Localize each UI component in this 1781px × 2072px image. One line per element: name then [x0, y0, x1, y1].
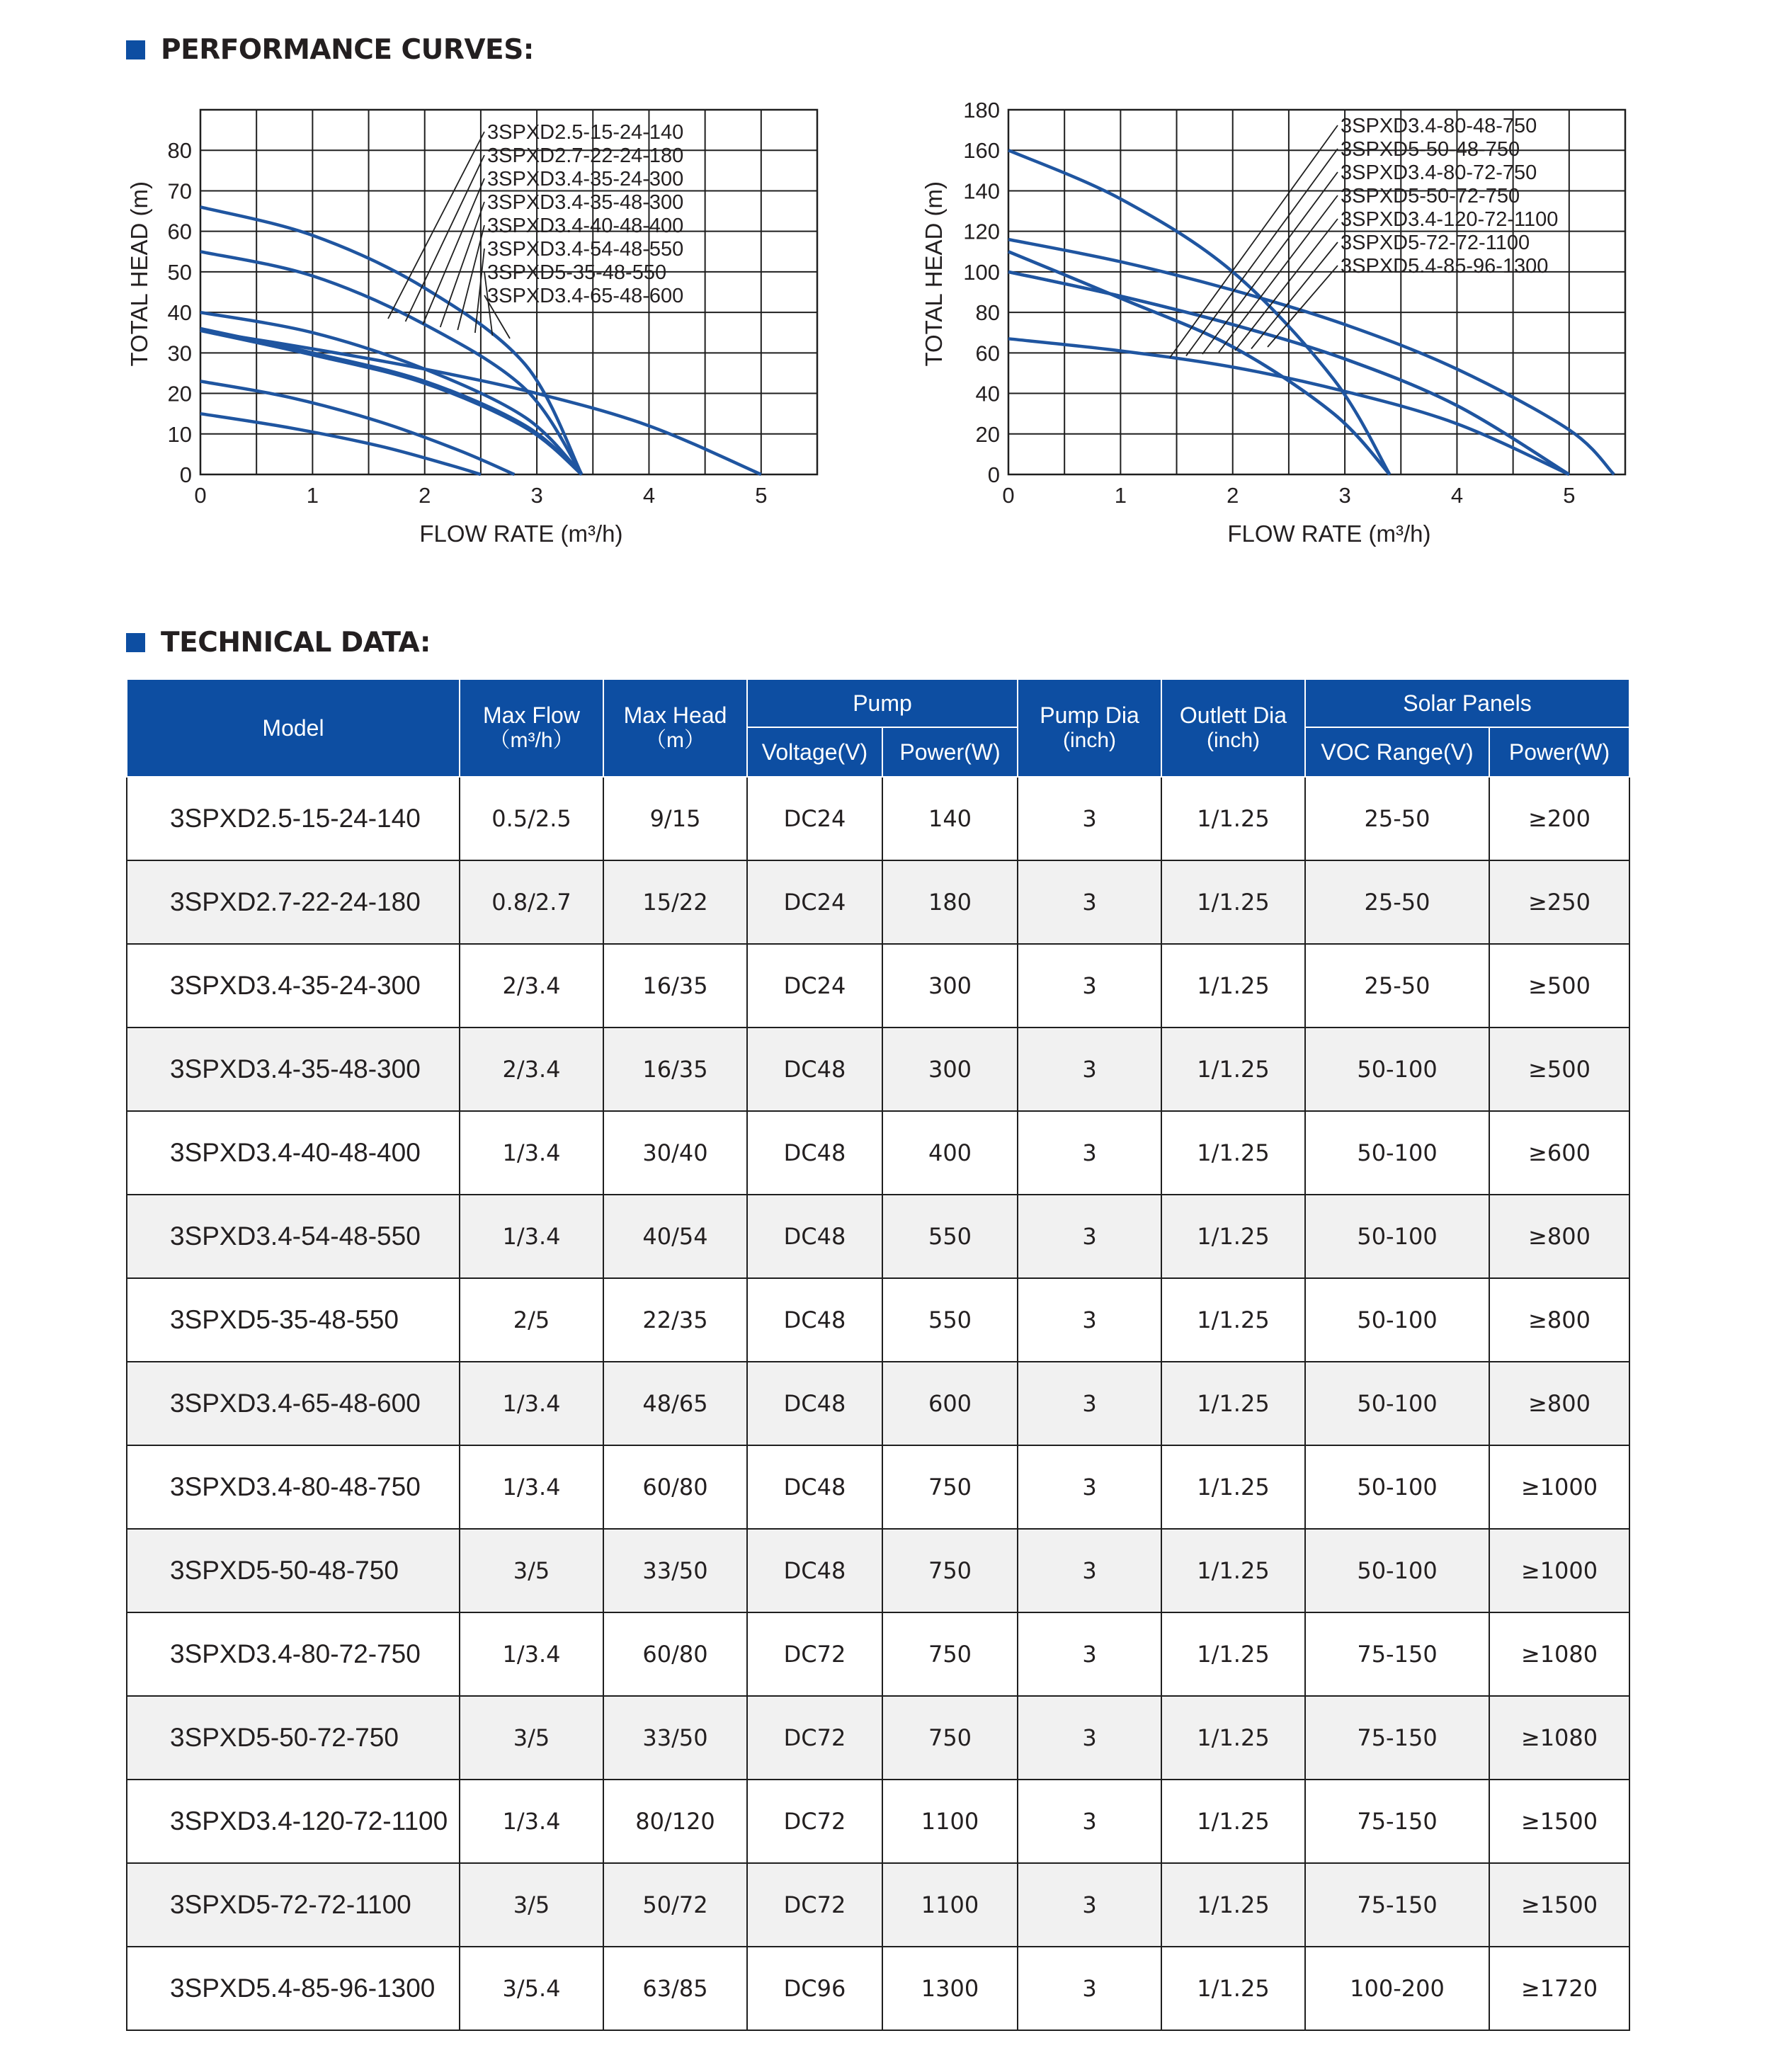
x-tick-label: 3 — [1338, 483, 1351, 508]
table-row — [127, 944, 1629, 1028]
cell-voc-range: 75-150 — [1305, 1612, 1489, 1696]
table-row — [127, 1529, 1629, 1612]
legend-entry: 3SPXD5-35-48-550 — [487, 261, 667, 284]
legend-entry: 3SPXD5-50-72-750 — [1341, 185, 1520, 207]
cell-max-flow: 2/3.4 — [460, 944, 603, 1028]
y-tick-label: 30 — [167, 341, 192, 366]
cell-model: 3SPXD3.4-54-48-550 — [127, 1195, 460, 1278]
legend-leader-line — [406, 155, 484, 321]
cell-max-head: 60/80 — [603, 1445, 747, 1529]
cell-outlet-dia: 1/1.25 — [1161, 1445, 1305, 1529]
header-pump-dia-unit: (inch) — [1062, 729, 1116, 753]
cell-max-head: 48/65 — [603, 1362, 747, 1445]
header-outlet-dia-label: Outlett Dia — [1179, 702, 1287, 729]
cell-pump-dia: 3 — [1018, 1028, 1161, 1111]
x-tick-label: 5 — [755, 483, 768, 508]
cell-outlet-dia: 1/1.25 — [1161, 777, 1305, 860]
cell-voltage: DC48 — [747, 1278, 882, 1362]
cell-pump-dia: 3 — [1018, 944, 1161, 1028]
cell-pump-power: 750 — [882, 1529, 1018, 1612]
legend-leader-line — [388, 132, 484, 319]
cell-pump-dia: 3 — [1018, 1863, 1161, 1947]
y-tick-label: 140 — [963, 178, 1000, 204]
header-pump: Pump — [747, 679, 1018, 727]
x-tick-label: 1 — [306, 483, 319, 508]
cell-pump-dia: 3 — [1018, 1529, 1161, 1612]
cell-max-head: 40/54 — [603, 1195, 747, 1278]
legend-entry: 3SPXD3.4-54-48-550 — [487, 238, 684, 261]
cell-solar-power: ≥600 — [1489, 1111, 1629, 1195]
cell-model: 3SPXD5-35-48-550 — [127, 1278, 460, 1362]
cell-voltage: DC48 — [747, 1111, 882, 1195]
legend-entry: 3SPXD5-72-72-1100 — [1341, 232, 1530, 254]
cell-voc-range: 75-150 — [1305, 1863, 1489, 1947]
cell-model: 3SPXD3.4-65-48-600 — [127, 1362, 460, 1445]
cell-voc-range: 50-100 — [1305, 1195, 1489, 1278]
cell-model: 3SPXD2.7-22-24-180 — [127, 860, 460, 944]
header-voltage: Voltage(V) — [747, 727, 882, 777]
cell-pump-power: 750 — [882, 1612, 1018, 1696]
y-tick-label: 40 — [167, 300, 192, 326]
cell-max-head: 16/35 — [603, 1028, 747, 1111]
cell-max-head: 33/50 — [603, 1529, 747, 1612]
y-tick-label: 0 — [987, 462, 1000, 487]
cell-outlet-dia: 1/1.25 — [1161, 1362, 1305, 1445]
header-pump-power: Power(W) — [882, 727, 1018, 777]
header-pump-dia-label: Pump Dia — [1040, 702, 1139, 729]
header-max-head-label: Max Head — [623, 702, 727, 729]
cell-voltage: DC72 — [747, 1780, 882, 1863]
cell-voltage: DC48 — [747, 1529, 882, 1612]
cell-outlet-dia: 1/1.25 — [1161, 1111, 1305, 1195]
y-tick-label: 80 — [975, 300, 1000, 326]
cell-max-flow: 2/3.4 — [460, 1028, 603, 1111]
cell-pump-dia: 3 — [1018, 777, 1161, 860]
table-row — [127, 1195, 1629, 1278]
x-axis-label: FLOW RATE (m³/h) — [419, 520, 623, 547]
cell-pump-power: 140 — [882, 777, 1018, 860]
y-tick-label: 120 — [963, 219, 1000, 244]
cell-pump-power: 750 — [882, 1696, 1018, 1780]
cell-max-flow: 3/5 — [460, 1696, 603, 1780]
y-tick-label: 10 — [167, 421, 192, 447]
cell-pump-power: 1100 — [882, 1780, 1018, 1863]
performance-curves-charts — [0, 0, 1781, 616]
cell-max-flow: 1/3.4 — [460, 1195, 603, 1278]
cell-model: 3SPXD3.4-80-72-750 — [127, 1612, 460, 1696]
header-outlet-dia-unit: (inch) — [1206, 729, 1260, 753]
cell-pump-dia: 3 — [1018, 1445, 1161, 1529]
y-tick-label: 0 — [179, 462, 192, 487]
header-solar-panels: Solar Panels — [1305, 679, 1629, 727]
cell-outlet-dia: 1/1.25 — [1161, 1947, 1305, 2030]
cell-max-head: 16/35 — [603, 944, 747, 1028]
cell-voc-range: 50-100 — [1305, 1111, 1489, 1195]
cell-voltage: DC48 — [747, 1195, 882, 1278]
cell-model: 3SPXD3.4-35-48-300 — [127, 1028, 460, 1111]
cell-max-head: 9/15 — [603, 777, 747, 860]
cell-max-flow: 0.8/2.7 — [460, 860, 603, 944]
x-tick-label: 3 — [530, 483, 543, 508]
table-row — [127, 1696, 1629, 1780]
cell-max-head: 60/80 — [603, 1612, 747, 1696]
legend-entry: 3SPXD5-50-48-750 — [1341, 138, 1520, 161]
cell-max-flow: 1/3.4 — [460, 1780, 603, 1863]
legend-entry: 3SPXD3.4-65-48-600 — [487, 285, 684, 307]
cell-pump-power: 180 — [882, 860, 1018, 944]
cell-pump-dia: 3 — [1018, 1195, 1161, 1278]
header-max-flow-label: Max Flow — [483, 702, 580, 729]
cell-outlet-dia: 1/1.25 — [1161, 944, 1305, 1028]
cell-solar-power: ≥1080 — [1489, 1696, 1629, 1780]
legend-entry: 3SPXD3.4-80-72-750 — [1341, 161, 1537, 184]
cell-voc-range: 50-100 — [1305, 1445, 1489, 1529]
series-curve-3SPXD3.4-35-24-300 — [200, 329, 581, 474]
x-axis-label: FLOW RATE (m³/h) — [1227, 520, 1431, 547]
cell-model: 3SPXD5.4-85-96-1300 — [127, 1947, 460, 2030]
x-tick-label: 4 — [1450, 483, 1464, 508]
y-tick-label: 60 — [975, 341, 1000, 366]
table-row — [127, 1028, 1629, 1111]
cell-solar-power: ≥800 — [1489, 1278, 1629, 1362]
performance-curves-title: PERFORMANCE CURVES: — [161, 34, 534, 66]
series-curve-3SPXD2.7-22-24-180 — [200, 381, 514, 474]
cell-max-flow: 3/5.4 — [460, 1947, 603, 2030]
cell-max-flow: 1/3.4 — [460, 1612, 603, 1696]
cell-voltage: DC72 — [747, 1612, 882, 1696]
cell-max-flow: 1/3.4 — [460, 1445, 603, 1529]
technical-data-table — [126, 678, 1630, 2031]
x-tick-label: 2 — [1227, 483, 1239, 508]
cell-model: 3SPXD5-50-48-750 — [127, 1529, 460, 1612]
cell-outlet-dia: 1/1.25 — [1161, 860, 1305, 944]
y-axis-label: TOTAL HEAD (m) — [126, 181, 152, 367]
cell-max-flow: 1/3.4 — [460, 1362, 603, 1445]
cell-voc-range: 100-200 — [1305, 1947, 1489, 2030]
cell-model: 3SPXD3.4-35-24-300 — [127, 944, 460, 1028]
cell-max-head: 22/35 — [603, 1278, 747, 1362]
cell-pump-dia: 3 — [1018, 1780, 1161, 1863]
cell-solar-power: ≥500 — [1489, 1028, 1629, 1111]
cell-solar-power: ≥1500 — [1489, 1780, 1629, 1863]
cell-voltage: DC48 — [747, 1445, 882, 1529]
cell-voltage: DC96 — [747, 1947, 882, 2030]
cell-model: 3SPXD5-72-72-1100 — [127, 1863, 460, 1947]
cell-voc-range: 25-50 — [1305, 944, 1489, 1028]
technical-data-heading — [126, 627, 431, 659]
cell-solar-power: ≥1000 — [1489, 1445, 1629, 1529]
legend-entry: 3SPXD3.4-35-24-300 — [487, 168, 684, 190]
legend-entry: 3SPXD5.4-85-96-1300 — [1341, 255, 1549, 278]
cell-outlet-dia: 1/1.25 — [1161, 1028, 1305, 1111]
header-pump-dia — [1018, 679, 1161, 777]
cell-pump-dia: 3 — [1018, 1696, 1161, 1780]
y-tick-label: 60 — [167, 219, 192, 244]
cell-solar-power: ≥1500 — [1489, 1863, 1629, 1947]
cell-pump-power: 550 — [882, 1278, 1018, 1362]
table-row — [127, 777, 1629, 860]
cell-model: 3SPXD2.5-15-24-140 — [127, 777, 460, 860]
cell-max-head: 63/85 — [603, 1947, 747, 2030]
chart-2 — [921, 98, 1625, 547]
legend-leader-line — [423, 178, 484, 324]
cell-pump-power: 750 — [882, 1445, 1018, 1529]
x-tick-label: 2 — [419, 483, 431, 508]
cell-voc-range: 50-100 — [1305, 1028, 1489, 1111]
cell-pump-power: 550 — [882, 1195, 1018, 1278]
y-tick-label: 180 — [963, 98, 1000, 123]
cell-pump-dia: 3 — [1018, 860, 1161, 944]
cell-max-flow: 2/5 — [460, 1278, 603, 1362]
table-row — [127, 1612, 1629, 1696]
cell-solar-power: ≥800 — [1489, 1195, 1629, 1278]
cell-voc-range: 75-150 — [1305, 1696, 1489, 1780]
table-row — [127, 1780, 1629, 1863]
x-tick-label: 4 — [642, 483, 656, 508]
x-tick-label: 0 — [1002, 483, 1015, 508]
cell-solar-power: ≥1000 — [1489, 1529, 1629, 1612]
table-row — [127, 1362, 1629, 1445]
cell-solar-power: ≥500 — [1489, 944, 1629, 1028]
legend-entry: 3SPXD2.5-15-24-140 — [487, 121, 684, 144]
cell-solar-power: ≥250 — [1489, 860, 1629, 944]
y-tick-label: 40 — [975, 381, 1000, 406]
table-row — [127, 1445, 1629, 1529]
heading-square-icon — [126, 633, 145, 652]
cell-pump-dia: 3 — [1018, 1362, 1161, 1445]
cell-model: 3SPXD5-50-72-750 — [127, 1696, 460, 1780]
cell-max-head: 30/40 — [603, 1111, 747, 1195]
cell-voltage: DC48 — [747, 1362, 882, 1445]
cell-max-head: 50/72 — [603, 1863, 747, 1947]
cell-pump-power: 400 — [882, 1111, 1018, 1195]
cell-outlet-dia: 1/1.25 — [1161, 1529, 1305, 1612]
cell-max-head: 33/50 — [603, 1696, 747, 1780]
header-solar-power: Power(W) — [1489, 727, 1629, 777]
cell-solar-power: ≥800 — [1489, 1362, 1629, 1445]
header-max-head-unit: （m） — [645, 729, 705, 753]
table-row — [127, 1111, 1629, 1195]
cell-outlet-dia: 1/1.25 — [1161, 1780, 1305, 1863]
legend-leader-line — [475, 249, 484, 333]
cell-solar-power: ≥1080 — [1489, 1612, 1629, 1696]
cell-voc-range: 25-50 — [1305, 860, 1489, 944]
cell-pump-dia: 3 — [1018, 1947, 1161, 2030]
x-tick-label: 5 — [1563, 483, 1576, 508]
cell-pump-power: 300 — [882, 1028, 1018, 1111]
cell-max-head: 15/22 — [603, 860, 747, 944]
cell-max-flow: 3/5 — [460, 1863, 603, 1947]
cell-max-flow: 1/3.4 — [460, 1111, 603, 1195]
cell-outlet-dia: 1/1.25 — [1161, 1612, 1305, 1696]
legend-entry: 3SPXD2.7-22-24-180 — [487, 144, 684, 167]
cell-model: 3SPXD3.4-40-48-400 — [127, 1111, 460, 1195]
x-tick-label: 1 — [1114, 483, 1127, 508]
series-curve-3SPXD3.4-35-48-300 — [200, 331, 581, 474]
y-tick-label: 80 — [167, 138, 192, 164]
cell-voc-range: 50-100 — [1305, 1529, 1489, 1612]
table-row — [127, 1947, 1629, 2030]
cell-pump-dia: 3 — [1018, 1111, 1161, 1195]
y-tick-label: 20 — [167, 381, 192, 406]
header-outlet-dia — [1161, 679, 1305, 777]
legend-entry: 3SPXD3.4-80-48-750 — [1341, 115, 1537, 137]
cell-voltage: DC24 — [747, 777, 882, 860]
x-tick-label: 0 — [194, 483, 207, 508]
legend-entry: 3SPXD3.4-35-48-300 — [487, 191, 684, 214]
cell-outlet-dia: 1/1.25 — [1161, 1863, 1305, 1947]
table-row — [127, 1278, 1629, 1362]
cell-voltage: DC24 — [747, 944, 882, 1028]
cell-outlet-dia: 1/1.25 — [1161, 1195, 1305, 1278]
table-row — [127, 860, 1629, 944]
cell-voc-range: 50-100 — [1305, 1362, 1489, 1445]
cell-outlet-dia: 1/1.25 — [1161, 1696, 1305, 1780]
cell-voltage: DC72 — [747, 1696, 882, 1780]
cell-max-flow: 3/5 — [460, 1529, 603, 1612]
cell-max-head: 80/120 — [603, 1780, 747, 1863]
cell-pump-power: 300 — [882, 944, 1018, 1028]
cell-voc-range: 75-150 — [1305, 1780, 1489, 1863]
y-tick-label: 50 — [167, 259, 192, 285]
cell-voltage: DC48 — [747, 1028, 882, 1111]
cell-voc-range: 25-50 — [1305, 777, 1489, 860]
header-max-head — [603, 679, 747, 777]
cell-voc-range: 50-100 — [1305, 1278, 1489, 1362]
cell-max-flow: 0.5/2.5 — [460, 777, 603, 860]
cell-solar-power: ≥1720 — [1489, 1947, 1629, 2030]
cell-solar-power: ≥200 — [1489, 777, 1629, 860]
y-axis-label: TOTAL HEAD (m) — [921, 181, 947, 367]
cell-pump-power: 1100 — [882, 1863, 1018, 1947]
y-tick-label: 160 — [963, 138, 1000, 164]
cell-pump-power: 1300 — [882, 1947, 1018, 2030]
header-max-flow-unit: （m³/h） — [489, 729, 574, 753]
header-max-flow — [460, 679, 603, 777]
technical-data-title: TECHNICAL DATA: — [161, 627, 431, 659]
y-tick-label: 20 — [975, 421, 1000, 447]
cell-pump-dia: 3 — [1018, 1278, 1161, 1362]
cell-model: 3SPXD3.4-120-72-1100 — [127, 1780, 460, 1863]
legend-entry: 3SPXD3.4-120-72-1100 — [1341, 208, 1559, 231]
chart-1 — [126, 110, 817, 547]
header-model: Model — [127, 679, 460, 777]
legend-leader-line — [1235, 219, 1338, 351]
technical-data-body — [127, 777, 1629, 2030]
legend-entry: 3SPXD3.4-40-48-400 — [487, 215, 684, 237]
y-tick-label: 70 — [167, 178, 192, 204]
cell-pump-power: 600 — [882, 1362, 1018, 1445]
cell-model: 3SPXD3.4-80-48-750 — [127, 1445, 460, 1529]
y-tick-label: 100 — [963, 259, 1000, 285]
cell-pump-dia: 3 — [1018, 1612, 1161, 1696]
cell-voltage: DC72 — [747, 1863, 882, 1947]
cell-voltage: DC24 — [747, 860, 882, 944]
cell-outlet-dia: 1/1.25 — [1161, 1278, 1305, 1362]
table-row — [127, 1863, 1629, 1947]
legend-leader-line — [1268, 266, 1338, 347]
header-voc-range: VOC Range(V) — [1305, 727, 1489, 777]
